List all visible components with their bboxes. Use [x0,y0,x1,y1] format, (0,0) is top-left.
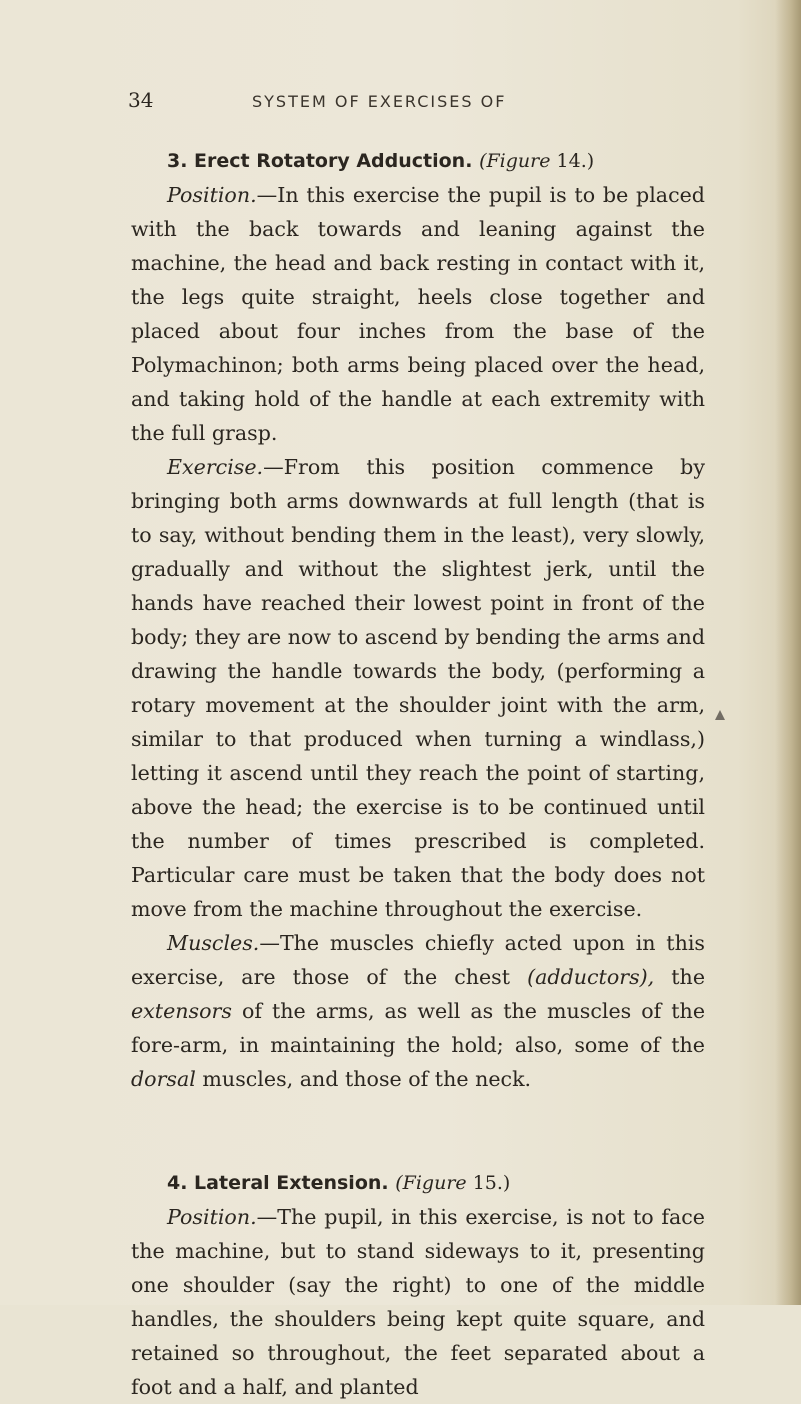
section-heading-title: 4. Lateral Extension. [167,1172,389,1194]
figure-label: (Figure [395,1172,467,1194]
muscles-dorsal: dorsal [131,1067,196,1091]
muscles-text-4: muscles, and those of the neck. [202,1067,532,1091]
body-text [131,144,705,1404]
section-heading-lateral-extension [131,1166,705,1200]
paragraph-position [131,178,705,450]
position-text: —In this exercise the pupil is to be placed with the back towards and leaning against the machine, the head and back resting in contact with it, the legs quite straight, heels close together and placed about four inches from the base of the Polymachinon; both arms being placed over the head, and taking hold of the handle at each extremity with the full grasp. [131,183,705,445]
paragraph-position-lateral [131,1200,705,1404]
paragraph-muscles [131,926,705,1096]
figure-reference [479,150,594,172]
exercise-text: —From this position commence by bringing both arms downwards at full length (that is to say, without bending them in the least), very slowly, gradually and without the slightest jerk, until the hands have reached their lowest point in front of the body; they are now to ascend by bending the arms and drawing the handle towards the body, (performing a rotary movement at the shoulder joint with the arm, similar to that produced when turning a windlass,) letting it ascend until they reach the point of starting, above the head; the exercise is to be continued until the number of times prescribed is completed. Particular care must be taken that the body does not move from the machine throughout the exercise. [131,455,705,921]
section-gap [131,1096,705,1166]
muscles-text-2: the [671,965,706,989]
muscles-label: Muscles. [167,931,260,955]
paragraph-exercise [131,450,705,926]
section-heading-erect-rotatory-adduction [131,144,705,178]
muscles-text: —The muscles chiefly acted upon in this exercise, are those of the chest [131,931,705,989]
section-heading-title: 3. Erect Rotatory Adduction. [167,150,473,172]
position-text: —The pupil, in this exercise, is not to face the machine, but to stand sideways to it, presenting one shoulder (say the right) to one of the middle handles, the shoulders being kept quite square, and retained so throughout, the feet separated about a foot and a half, and planted [131,1205,705,1399]
page-header [128,88,728,124]
figure-reference [395,1172,510,1194]
figure-number: 15.) [472,1172,511,1194]
muscles-text-3: of the arms, as well as the muscles of the fore-arm, in maintaining the hold; also, some of the [131,999,706,1057]
page-edge-shadow [775,0,801,1305]
running-head: SYSTEM OF EXERCISES OF [252,92,507,111]
page-number: 34 [128,88,154,112]
muscles-adductors: (adductors), [527,965,655,989]
position-label: Position. [167,1205,257,1229]
exercise-label: Exercise. [167,455,264,479]
ink-mark [715,710,725,720]
muscles-extensors: extensors [131,999,232,1023]
position-label: Position. [167,183,257,207]
figure-number: 14.) [556,150,595,172]
figure-label: (Figure [479,150,551,172]
